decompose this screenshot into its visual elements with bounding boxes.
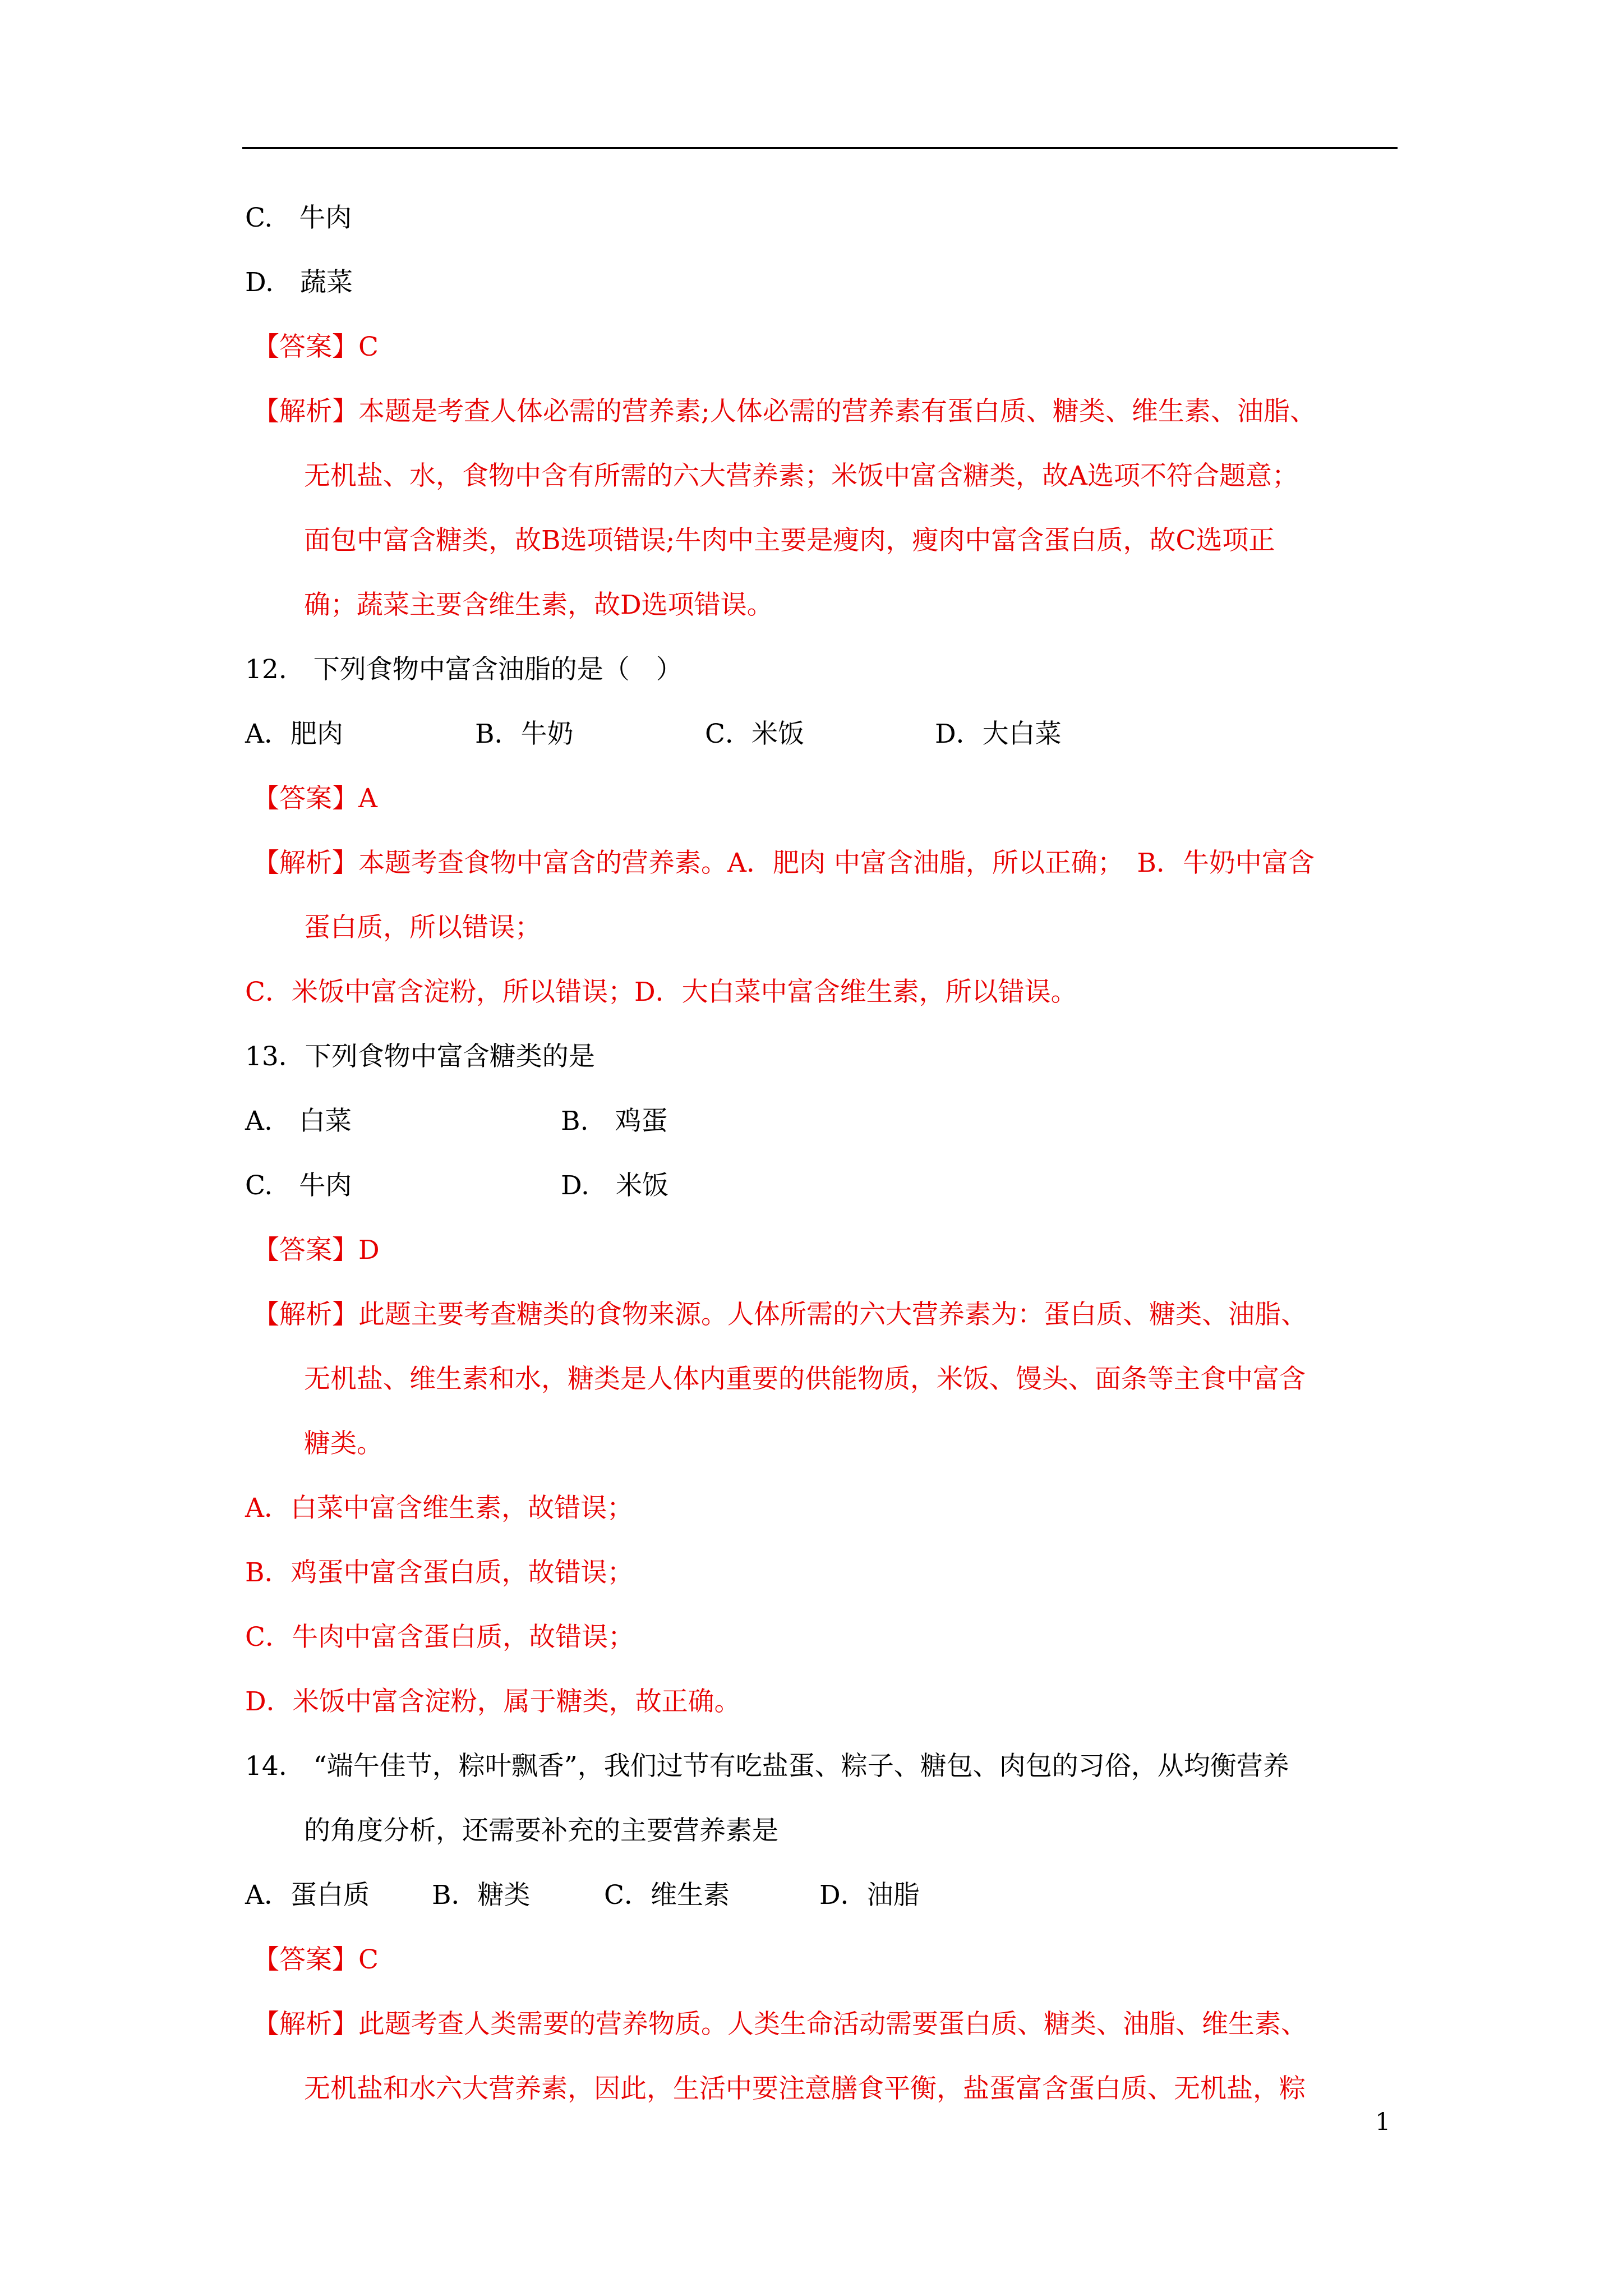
answer-value: D [358,1235,380,1266]
analysis-tag: 【解析】 [253,2009,358,2040]
q11-analysis-line-4: 确；蔬菜主要含维生素，故D选项错误。 [304,590,773,620]
q12-option-c: C．米饭 [705,719,804,749]
q12-options [245,718,1400,751]
q13-analysis-line-4: A．白菜中富含维生素，故错误； [245,1493,633,1524]
q11-analysis-line-3: 面包中富含糖类，故B选项错误;牛肉中主要是瘦肉，瘦肉中富含蛋白质，故C选项正 [304,525,1275,556]
q14-stem-line-2: 的角度分析，还需要补充的主要营养素是 [304,1815,778,1846]
q12-option-a: A．肥肉 [245,719,343,749]
q14-answer [245,1944,1400,1976]
q13-stem: 13．下列食物中富含糖类的是 [245,1041,595,1072]
q12-option-d: D．大白菜 [935,719,1062,749]
q14-option-c: C．维生素 [604,1880,730,1911]
q14-option-a: A．蛋白质 [245,1880,370,1911]
q13-analysis-line-7: D．米饭中富含淀粉，属于糖类，故正确。 [245,1686,741,1717]
q12-stem: 12. 下列食物中富含油脂的是（ ） [245,654,683,685]
answer-tag: 【答案】 [253,332,358,362]
q11-analysis-line-2: 无机盐、水，食物中含有所需的六大营养素；米饭中富含糖类，故A选项不符合题意； [304,461,1298,491]
answer-value: C [358,332,379,362]
q12-analysis-line-2: 蛋白质，所以错误； [304,912,541,943]
analysis-tag: 【解析】 [253,396,358,427]
q14-option-b: B．糖类 [432,1880,531,1911]
q12-analysis-line-3: C．米饭中富含淀粉，所以错误；D．大白菜中富含维生素，所以错误。 [245,977,1077,1007]
header-rule [242,147,1398,149]
q12-option-b: B．牛奶 [475,719,574,749]
q13-analysis-line-1: 【解析】此题主要考查糖类的食物来源。人体所需的六大营养素为：蛋白质、糖类、油脂、 [253,1299,1307,1330]
q13-analysis-line-5: B．鸡蛋中富含蛋白质，故错误； [245,1557,634,1588]
q12-answer [245,783,1400,815]
q11-analysis-line-1: 【解析】本题是考查人体必需的营养素;人体必需的营养素有蛋白质、糖类、维生素、油脂、 [253,396,1316,427]
q13-analysis-line-2: 无机盐、维生素和水，糖类是人体内重要的供能物质，米饭、馒头、面条等主食中富含 [304,1364,1306,1395]
document-body [245,202,1400,2137]
q13-analysis-line-6: C．牛肉中富含蛋白质，故错误； [245,1622,634,1653]
q14-option-d: D．油脂 [819,1880,920,1911]
q13-option-c: C. 牛肉 [245,1170,352,1201]
q13-analysis-line-3: 糖类。 [304,1428,383,1459]
q14-analysis-line-2: 无机盐和水六大营养素，因此，生活中要注意膳食平衡，盐蛋富含蛋白质、无机盐，粽 [304,2073,1306,2104]
q14-stem-line-1: 14. “端午佳节，粽叶飘香”，我们过节有吃盐蛋、粽子、糖包、肉包的习俗，从均衡营养 [245,1751,1289,1782]
page-number: 1 [1375,2108,1391,2136]
answer-tag: 【答案】 [253,1235,358,1266]
q13-option-a: A. 白菜 [245,1106,352,1137]
analysis-tag: 【解析】 [253,1299,358,1330]
q13-options-row-1 [245,1105,1400,1138]
q12-analysis-line-1: 【解析】本题考查食物中富含的营养素。A．肥肉 中富含油脂，所以正确； B．牛奶中富含 [253,848,1315,878]
q14-options [245,1879,1400,1912]
q13-options-row-2 [245,1170,1400,1202]
q11-option-d: D. 蔬菜 [245,267,353,298]
q13-option-b: B. 鸡蛋 [561,1106,668,1137]
q11-option-c: C. 牛肉 [245,203,352,233]
answer-value: A [358,783,377,814]
answer-value: C [358,1944,379,1975]
answer-tag: 【答案】 [253,1944,358,1975]
answer-tag: 【答案】 [253,783,358,814]
q11-answer [245,331,1400,364]
analysis-tag: 【解析】 [253,848,358,878]
q13-option-d: D. 米饭 [561,1170,668,1201]
q14-analysis-line-1: 【解析】此题考查人类需要的营养物质。人类生命活动需要蛋白质、糖类、油脂、维生素、 [253,2009,1307,2040]
q13-answer [245,1234,1400,1267]
